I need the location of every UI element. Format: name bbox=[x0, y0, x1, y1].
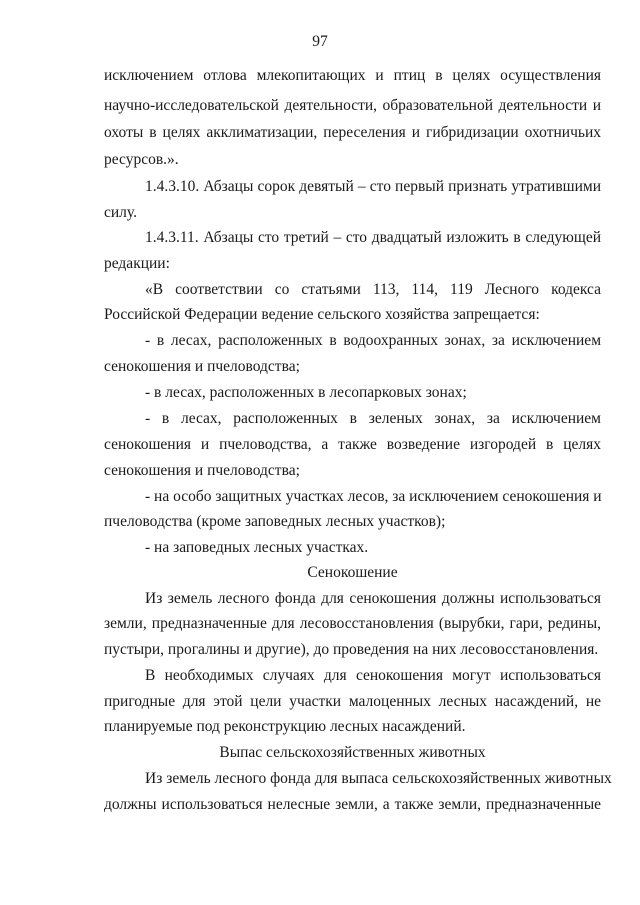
text-line: сенокошения и пчеловодства; bbox=[104, 358, 300, 375]
text-line: Из земель лесного фонда для сенокошения должны использоваться bbox=[145, 590, 601, 607]
text-line: планируемые под реконструкцию лесных насаждений. bbox=[104, 718, 466, 735]
text-line: редакции: bbox=[104, 255, 170, 272]
text-line: - на заповедных лесных участках. bbox=[145, 539, 369, 556]
text-line: исключением отлова млекопитающих и птиц в целях осуществления bbox=[104, 67, 601, 84]
text-line: земли, предназначенные для лесовосстановления (вырубки, гари, редины, bbox=[104, 615, 601, 632]
text-line: - в лесах, расположенных в водоохранных зонах, за исключением bbox=[145, 332, 601, 349]
text-line: 1.4.3.11. Абзацы сто третий – сто двадцатый изложить в следующей bbox=[145, 229, 601, 246]
text-line: В необходимых случаях для сенокошения могут использоваться bbox=[145, 667, 601, 684]
text-line: сенокошения и пчеловодства, а также возведение изгородей в целях bbox=[104, 436, 601, 453]
text-line: пчеловодства (кроме заповедных лесных участков); bbox=[104, 513, 446, 530]
text-line: Российской Федерации ведение сельского хозяйства запрещается: bbox=[104, 306, 540, 323]
text-line: должны использоваться нелесные земли, а также земли, предназначенные bbox=[104, 796, 601, 813]
text-line: научно-исследовательской деятельности, образовательной деятельности и bbox=[104, 97, 601, 114]
text-line: силу. bbox=[104, 204, 137, 221]
text-line: охоты в целях акклиматизации, переселения и гибридизации охотничьих bbox=[104, 124, 601, 141]
text-line: - в лесах, расположенных в зеленых зонах, за исключением bbox=[145, 410, 601, 427]
text-line: 1.4.3.10. Абзацы сорок девятый – сто первый признать утратившими bbox=[145, 178, 601, 195]
page-number: 97 bbox=[312, 33, 328, 50]
text-line: пустыри, прогалины и другие), до проведения на них лесовосстановления. bbox=[104, 641, 599, 658]
text-line: сенокошения и пчеловодства; bbox=[104, 462, 300, 479]
section-heading: Сенокошение bbox=[307, 564, 398, 581]
text-line: пригодные для этой цели участки малоценных лесных насаждений, не bbox=[104, 693, 601, 710]
section-heading: Выпас сельскохозяйственных животных bbox=[219, 744, 486, 761]
text-line: - в лесах, расположенных в лесопарковых зонах; bbox=[145, 384, 467, 401]
text-line: ресурсов.». bbox=[104, 151, 179, 168]
text-line: - на особо защитных участках лесов, за исключением сенокошения и bbox=[145, 488, 602, 505]
text-line: Из земель лесного фонда для выпаса сельскохозяйственных животных bbox=[145, 770, 612, 787]
text-line: «В соответствии со статьями 113, 114, 119 Лесного кодекса bbox=[145, 281, 601, 298]
